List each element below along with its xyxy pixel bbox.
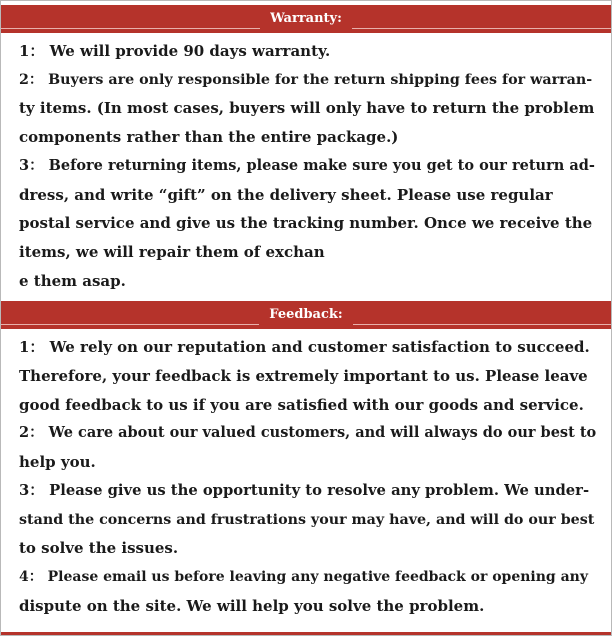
warranty-line: 2： Buyers are only responsible for the return shipping fees for warran-	[19, 71, 593, 88]
feedback-line: stand the concerns and frustrations your may have, and will do our best	[19, 511, 595, 528]
warranty-line: postal service and give us the tracking number. Once we receive the	[19, 214, 593, 233]
warranty-line: 1： We will provide 90 days warranty.	[19, 42, 331, 60]
feedback-line: 4： Please email us before leaving any negative feedback or opening any	[19, 568, 588, 585]
feedback-line: help you.	[19, 453, 96, 472]
warranty-line: dress, and write “gift” on the delivery sheet. Please use regular	[19, 185, 553, 204]
warranty-title: Warranty:	[260, 5, 352, 32]
feedback-line: 2： We care about our valued customers, and will always do our best to	[19, 424, 597, 442]
feedback-title: Feedback:	[259, 301, 352, 328]
feedback-line: Therefore, your feedback is extremely important to us. Please leave	[19, 367, 588, 386]
feedback-header	[1, 301, 611, 329]
feedback-line: good feedback to us if you are satisfied with our goods and service.	[19, 395, 584, 414]
feedback-line: dispute on the site. We will help you solve the problem.	[19, 596, 485, 615]
warranty-line: items, we will repair them of exchan	[19, 242, 325, 261]
warranty-line: ty items. (In most cases, buyers will only have to return the problem	[19, 99, 595, 118]
warranty-line: e them asap.	[19, 271, 126, 290]
bottom-bar	[1, 632, 611, 635]
warranty-body	[1, 33, 611, 295]
warranty-line: components rather than the entire package.)	[19, 128, 399, 147]
warranty-line: 3： Before returning items, please make sure you get to our return ad-	[19, 156, 595, 174]
feedback-line: to solve the issues.	[19, 539, 179, 558]
feedback-line: 3： Please give us the opportunity to resolve any problem. We under-	[19, 481, 590, 499]
warranty-header	[1, 5, 611, 33]
feedback-line: 1： We rely on our reputation and customer satisfaction to succeed.	[19, 338, 590, 357]
feedback-body	[1, 329, 611, 620]
